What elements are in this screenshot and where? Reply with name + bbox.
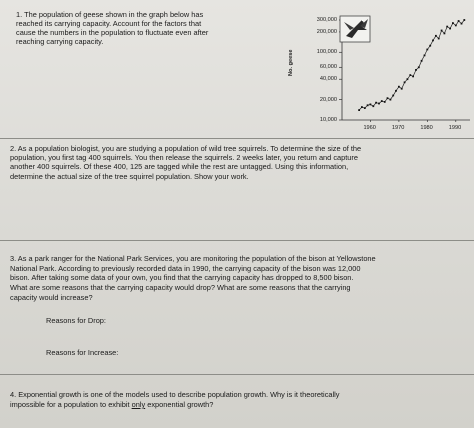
q3-line-1: 3. As a park ranger for the National Park Services, you are monitoring the population of the bison at Yellowstone — [10, 254, 376, 263]
reasons-for-drop-label: Reasons for Drop: — [46, 316, 106, 325]
chart-plot — [290, 2, 474, 134]
data-point — [387, 97, 389, 99]
q4-line-2-end: exponential growth? — [145, 400, 214, 409]
data-point — [361, 106, 363, 108]
data-point — [426, 49, 428, 51]
data-point — [409, 74, 411, 76]
x-tick-label: 1970 — [391, 125, 405, 131]
data-point — [421, 60, 423, 62]
divider-2 — [0, 240, 474, 241]
q1-line-3: cause the numbers in the population to fluctuate even after — [16, 28, 209, 37]
data-point — [446, 26, 448, 28]
data-point — [358, 109, 360, 111]
q3-line-4: What are some reasons that the carrying capacity would drop? What are some reasons that the carrying — [10, 283, 351, 292]
data-point — [375, 102, 377, 104]
data-point — [384, 101, 386, 103]
y-tick-label: 10,000 — [319, 117, 337, 123]
q1-line-1: 1. The population of geese shown in the graph below has — [16, 10, 204, 19]
q2-line-2: population, you first tag 400 squirrels. You then release the squirrels. 2 weeks later, you return and capture — [10, 153, 358, 162]
q4-line-1: 4. Exponential growth is one of the models used to describe population growth. Why is it theoretically — [10, 390, 340, 399]
data-point — [435, 35, 437, 37]
y-tick-label: 20,000 — [319, 96, 337, 103]
q2-line-1: 2. As a population biologist, you are studying a population of wild tree squirrels. To determine the size of the — [10, 144, 362, 153]
x-tick-label: 1980 — [420, 125, 433, 131]
q3-line-2: National Park. According to previously recorded data in 1990, the carrying capacity of the bison was 12,000 — [10, 264, 361, 273]
q1-line-4: reaching carrying capacity. — [16, 37, 104, 46]
y-tick-label: 100,000 — [316, 49, 337, 56]
y-tick-label: 200,000 — [316, 28, 337, 35]
data-point — [407, 78, 409, 80]
data-point — [441, 30, 443, 32]
data-point — [370, 104, 372, 106]
q3-line-3: bison. After taking some data of your own, you find that the carrying capacity has dropped to 8,500 bison. — [10, 273, 354, 282]
x-tick-label: 1990 — [448, 125, 462, 131]
reasons-for-increase-label: Reasons for Increase: — [46, 348, 119, 357]
data-point — [432, 40, 434, 42]
data-point — [452, 22, 454, 24]
data-point — [455, 25, 457, 27]
data-point — [461, 23, 463, 25]
q3-line-5: capacity would increase? — [10, 293, 93, 302]
data-point — [364, 107, 366, 109]
data-point — [458, 20, 460, 22]
data-point — [381, 100, 383, 102]
data-point — [429, 45, 431, 47]
data-point — [415, 69, 417, 71]
q4-line-2-start: impossible for a population to exhibit — [10, 400, 132, 409]
goose-in-flight-icon — [340, 16, 370, 42]
data-point — [378, 103, 380, 105]
data-point — [424, 55, 426, 57]
data-point — [444, 33, 446, 35]
series-line — [359, 20, 464, 110]
data-point — [401, 88, 403, 90]
divider-1 — [0, 138, 474, 139]
y-axis-title: No. geese — [288, 49, 294, 76]
x-tick-label: 1960 — [363, 125, 376, 131]
q2-line-4: determine the actual size of the tree squirrel population. Show your work. — [10, 172, 249, 181]
data-point — [390, 99, 392, 101]
goose-population-chart — [290, 2, 474, 134]
data-point — [404, 81, 406, 83]
data-point — [367, 104, 369, 106]
data-point — [418, 66, 420, 68]
data-point — [449, 28, 451, 30]
data-point — [395, 90, 397, 92]
data-point — [438, 38, 440, 40]
divider-3 — [0, 374, 474, 375]
y-tick-label: 40,000 — [319, 76, 337, 83]
y-tick-label: 300,000 — [316, 17, 337, 23]
q1-line-2: reached its carrying capacity. Account for the factors that — [16, 19, 202, 28]
data-point — [463, 19, 465, 21]
q4-underlined-word: only — [131, 400, 146, 409]
q2-line-3: another 400 squirrels. Of these 400, 125 are tagged while the rest are untagged. Using this information, — [10, 162, 349, 171]
data-point — [392, 95, 394, 97]
y-tick-label: 60,000 — [319, 64, 337, 71]
q4-line-2 — [10, 400, 213, 410]
data-point — [372, 105, 374, 107]
data-point — [412, 76, 414, 78]
data-point — [398, 86, 400, 88]
